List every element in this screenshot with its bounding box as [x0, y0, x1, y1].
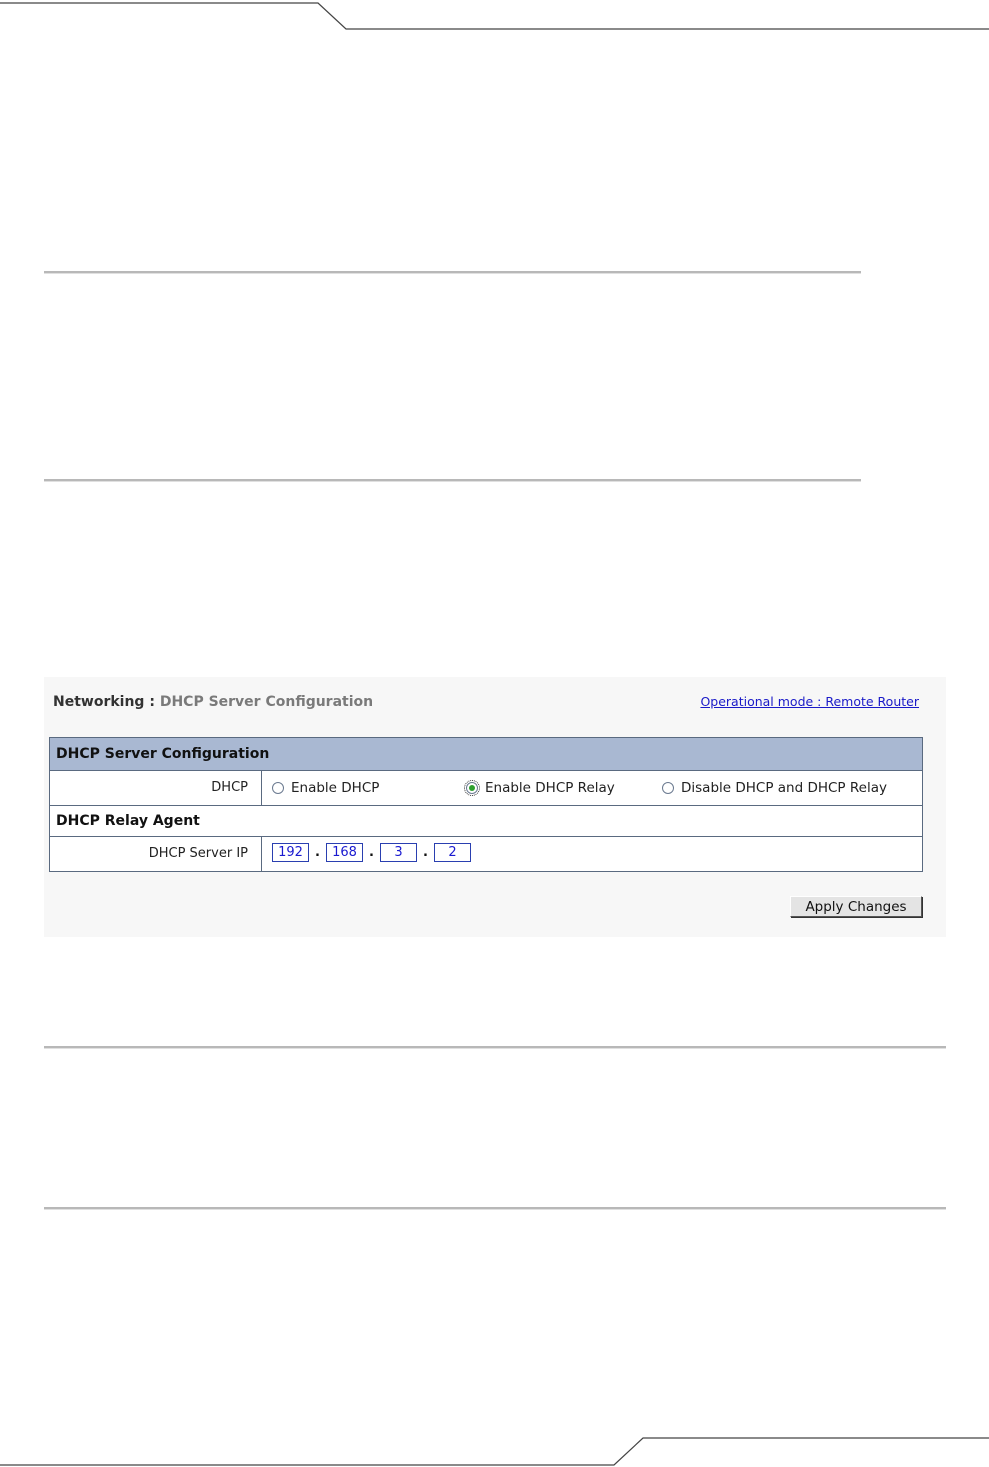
enable-dhcp-relay-radio[interactable]: [466, 782, 478, 794]
enable-dhcp-relay-option[interactable]: [466, 771, 615, 805]
enable-dhcp-label: Enable DHCP: [291, 780, 380, 796]
ip-octet-4-input[interactable]: [434, 843, 471, 862]
page-title: [53, 694, 373, 710]
operational-mode-link[interactable]: Operational mode : Remote Router: [700, 694, 919, 709]
apply-changes-button[interactable]: Apply Changes: [790, 896, 922, 917]
dhcp-config-panel: [44, 677, 946, 937]
section-label: Networking: [53, 694, 145, 710]
dhcp-config-table: [49, 737, 923, 872]
title-separator: :: [144, 694, 160, 710]
disable-dhcp-radio[interactable]: [662, 782, 674, 794]
server-ip-row: [50, 837, 922, 871]
server-ip-label: DHCP Server IP: [50, 837, 262, 871]
divider-rule: [44, 1207, 946, 1210]
enable-dhcp-option[interactable]: [272, 771, 379, 805]
disable-dhcp-label: Disable DHCP and DHCP Relay: [681, 780, 887, 796]
dhcp-mode-row: [50, 771, 922, 806]
divider-rule: [44, 479, 861, 482]
table-header: DHCP Server Configuration: [50, 738, 922, 771]
ip-dot: .: [369, 845, 374, 860]
ip-octet-2-input[interactable]: [326, 843, 363, 862]
relay-agent-section: DHCP Relay Agent: [50, 806, 922, 837]
ip-address-input-group: [272, 843, 471, 862]
divider-rule: [44, 1046, 946, 1049]
dhcp-label: DHCP: [50, 771, 262, 805]
disable-dhcp-option[interactable]: [662, 771, 887, 805]
page-top-border: [0, 0, 989, 40]
ip-octet-3-input[interactable]: [380, 843, 417, 862]
enable-dhcp-relay-label: Enable DHCP Relay: [485, 780, 615, 796]
ip-dot: .: [315, 845, 320, 860]
page-bottom-border: [0, 1430, 989, 1467]
enable-dhcp-radio[interactable]: [272, 782, 284, 794]
page-subtitle: DHCP Server Configuration: [159, 694, 374, 710]
divider-rule: [44, 271, 861, 274]
ip-octet-1-input[interactable]: [272, 843, 309, 862]
ip-dot: .: [423, 845, 428, 860]
